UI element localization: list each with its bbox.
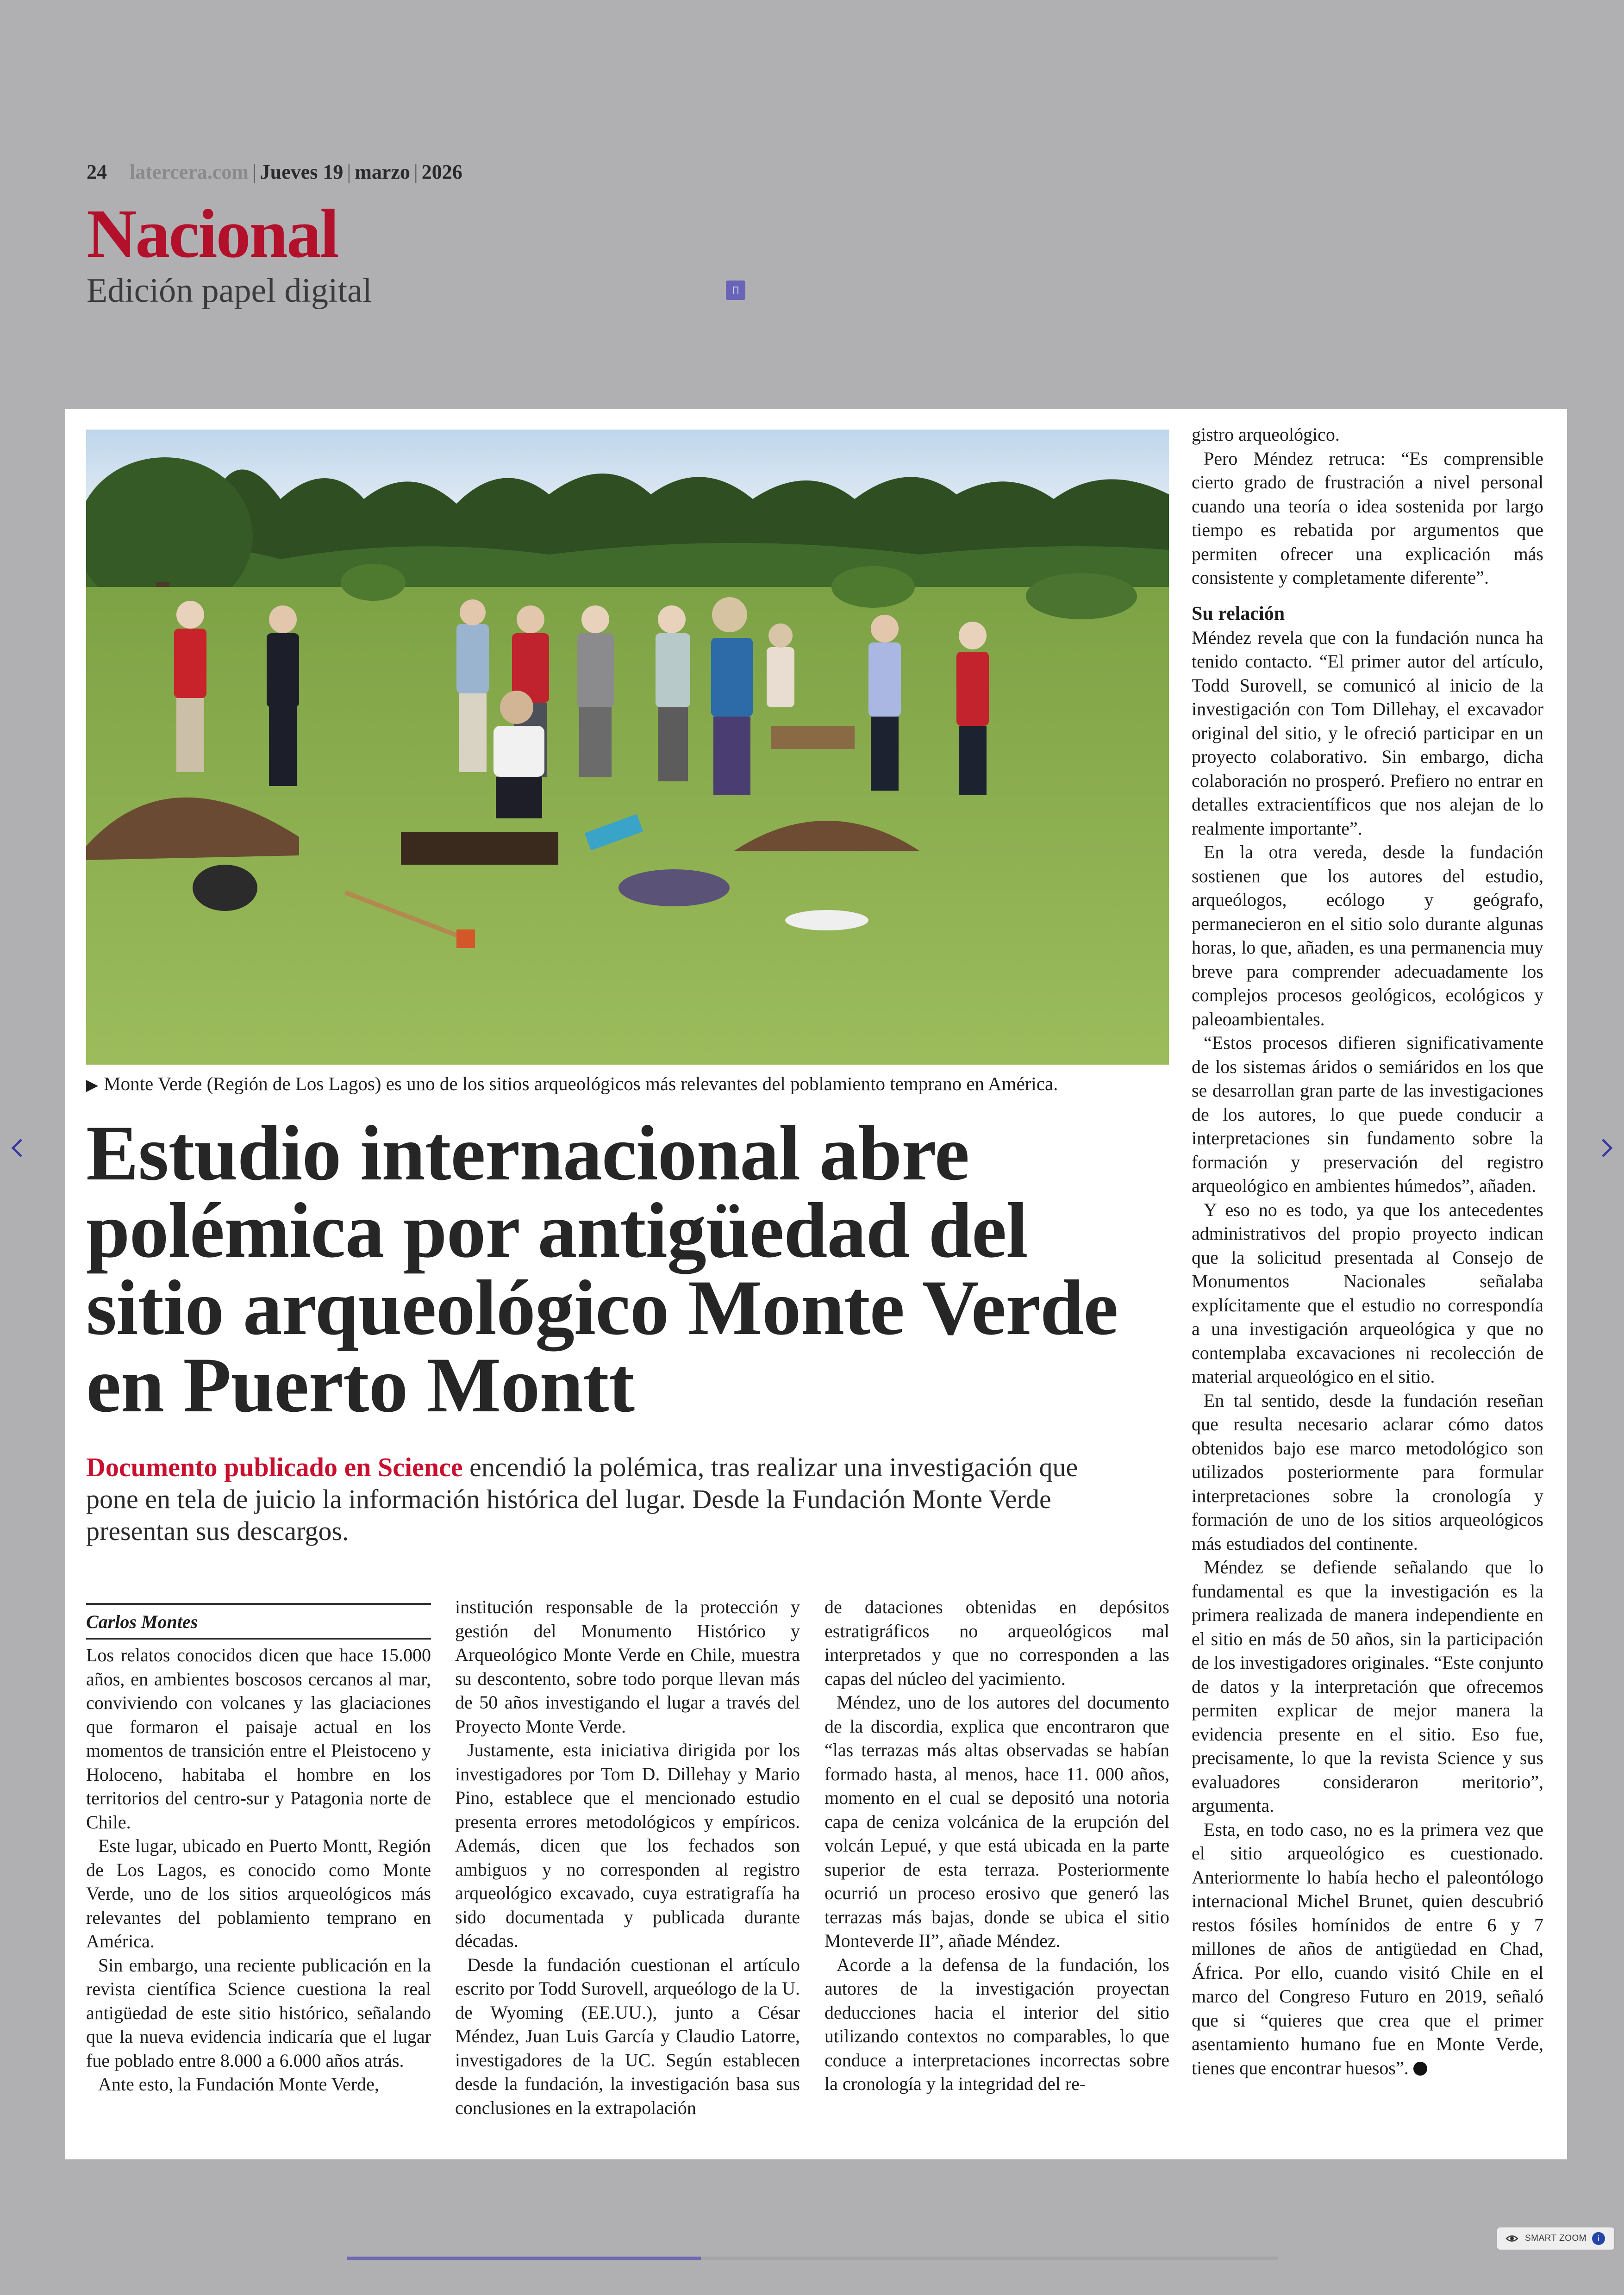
smart-zoom-label: SMART ZOOM [1525, 2233, 1587, 2243]
dek-rest: encendió la polémica, tras realizar una investigación que pone en tela de juicio la información histórica del lugar. Desde la Fundación Monte Verde presentan sus descargos. [86, 1452, 1078, 1546]
paragraph: “Estos procesos difieren significativamente de los sistemas áridos o semiáridos en los que se desarrollan gran parte de las investigaciones de los autores, lo que puede conducir a interpretaciones sin fundamento sobre la formación y preservación del registro arqueológico en ambientes húmedos”, añaden. [1192, 1032, 1543, 1196]
paragraph: En la otra vereda, desde la fundación sostienen que los autores del estudio, arqueólogos, ecólogo y geógrafo, permanecieron en el sitio solo durante algunas horas, lo que, añaden, es una permanencia muy breve para comprender adecuadamente los complejos procesos geológicos, ecológicos y paleoambientales. [1192, 842, 1543, 1029]
eye-icon [1505, 2233, 1518, 2244]
paragraph: Méndez revela que con la fundación nunca ha tenido contacto. “El primer autor del artículo, Todd Surovell, se comunicó al inicio de la investigación con Tom Dillehay, el excavador original del sitio, y le ofreció participar en un proyecto colaborativo. Sin embargo, dicha colaboración no prosperó. Prefiero no entrar en detalles extracientíficos que nos alejan de lo realmente importante”. [1192, 627, 1543, 839]
caption-text: Monte Verde (Región de Los Lagos) es uno de los sitios arqueológicos más relevantes del poblamiento temprano en América. [104, 1073, 1058, 1094]
date-year: 2026 [421, 161, 462, 183]
paragraph: En tal sentido, desde la fundación reseñan que resulta necesario aclarar cómo datos obtenidos bajo ese marco metodológico son utilizados posteriormente para formular interpretaciones sobre la cronología y formación de uno de los sitios arqueológicos más estudiados del continente. [1192, 1390, 1543, 1554]
byline: Carlos Montes [86, 1603, 431, 1640]
date-day: Jueves 19 [260, 161, 344, 183]
section-title: Nacional [87, 195, 338, 272]
article-dek [86, 1451, 1105, 1547]
page-number: 24 [87, 161, 107, 183]
paragraph-text: Esta, en todo caso, no es la primera vez que el sitio arqueológico es cuestionado. Anteriormente lo había hecho el paleontólogo internacional Michel Brunet, quien descubrió restos fósiles homínidos de entre 6 y 7 millones de años de antigüedad en Chad, África. Por ello, cuando visitó Chile en el marco del Congreso Futuro en 2019, señaló que si “quieres que crea que el primer asentamiento humano fue en Monte Verde, tienes que encontrar huesos”. [1192, 1819, 1543, 2078]
paragraph: Acorde a la defensa de la fundación, los autores de la investigación proyectan deducciones hacia el interior del sitio utilizando contextos no comparables, lo que conduce a interpretaciones incorrectas sobre la cronología y la integridad del re- [824, 1954, 1169, 2094]
paragraph: Y eso no es todo, ya que los antecedentes administrativos del propio proyecto indican que la solicitud presentada al Consejo de Monumentos Nacionales señalaba explícitamente que el estudio no correspondía a una investigación arqueológica y que no contemplaba excavaciones ni recolección de material arqueológico en el sitio. [1192, 1199, 1543, 1387]
paragraph: Los relatos conocidos dicen que hace 15.000 años, en ambientes boscosos cercanos al mar, conviviendo con volcanes y las glaciaciones que formaron el paisaje actual en los momentos de transición entre el Pleistoceno y Holoceno, habitaba el hombre en los territorios del centro-sur y Patagonia norte de Chile. [86, 1645, 431, 1833]
paragraph: Pero Méndez retruca: “Es comprensible cierto grado de frustración a nivel personal cuando una teoría o idea sostenida por largo tiempo es rebatida por argumentos que permiten ofrecer una explicación más consistente y completamente diferente”. [1192, 448, 1543, 588]
column-1 [86, 1643, 431, 2096]
article-photo [86, 430, 1169, 1065]
smart-zoom-button[interactable] [1497, 2227, 1614, 2250]
progress-fill [347, 2257, 701, 2260]
archaeology-site-photo [86, 430, 1169, 1065]
bookmark-icon[interactable] [726, 281, 745, 300]
info-badge-icon: i [1592, 2232, 1605, 2245]
next-page-button[interactable] [1593, 1129, 1620, 1166]
column-3 [824, 1595, 1169, 2096]
column-2 [455, 1595, 800, 2120]
paragraph: institución responsable de la protección y gestión del Monumento Histórico y Arqueológico Monte Verde en Chile, muestra su descontento, sobre todo porque llevan más de 50 años investigando el lugar a través del Proyecto Monte Verde. [455, 1597, 800, 1737]
edition-subtitle: Edición papel digital [87, 272, 372, 310]
column-4 [1192, 423, 1543, 2080]
paragraph: Méndez, uno de los autores del documento de la discordia, explica que encontraron que “las terrazas más altas observadas se habían formado hasta, al menos, hace 11. 000 años, momento en el cual se depositó una notoria capa de ceniza volcánica de la erupción del volcán Lepué, y que está ubicada en la parte superior de esta terraza. Posteriormente ocurrió un proceso erosivo que generó las terrazas más bajas, donde se ubica el sitio Monteverde II”, añade Méndez. [824, 1692, 1169, 1951]
chevron-right-icon [1593, 1129, 1620, 1166]
chevron-left-icon [4, 1129, 31, 1166]
paragraph: Ante esto, la Fundación Monte Verde, [98, 2074, 379, 2095]
article-headline: Estudio internacional abre polémica por antigüedad del sitio arqueológico Monte Verde en Puerto Montt [86, 1110, 1118, 1428]
paragraph: Desde la fundación cuestionan el artículo escrito por Todd Surovell, arqueólogo de la U. de Wyoming (EE.UU.), junto a César Méndez, Juan Luis García y Claudio Latorre, investigadores de la UC. Según establecen desde la fundación, la investigación basa sus conclusiones en la extrapolación [455, 1954, 800, 2118]
paragraph: Justamente, esta iniciativa dirigida por los investigadores por Tom D. Dillehay y Mario Pino, establece que el mencionado estudio presenta errores metodológicos y empíricos. Además, dicen que los fechados son ambiguos y no corresponden al registro arqueológico excavado, cuya estratigrafía ha sido documentada y publicada durante décadas. [455, 1740, 800, 1951]
closing-paragraph [1192, 1818, 1543, 2080]
paragraph: Este lugar, ubicado en Puerto Montt, Región de Los Lagos, es conocido como Monte Verde, uno de los sitios arqueológicos más relevantes del poblamiento temprano en América. [86, 1835, 431, 1952]
photo-caption [86, 1072, 1169, 1098]
newspaper-page [65, 409, 1567, 2159]
dateline: 24 latercera.com | Jueves 19 | marzo | 2026 [87, 161, 462, 183]
paragraph: Sin embargo, una reciente publicación en la revista científica Science cuestiona la real antigüedad de este sitio histórico, señalando que la nueva evidencia indicaría que el lugar fue poblado entre 8.000 a 6.000 años atrás. [86, 1954, 431, 2071]
dek-lead: Documento publicado en Science [86, 1452, 463, 1482]
end-mark-icon [1413, 2062, 1427, 2076]
paragraph: de dataciones obtenidas en depósitos estratigráficos no arqueológicos mal interpretados y que no corresponden a las capas del núcleo del yacimiento. [824, 1597, 1169, 1689]
paragraph: gistro arqueológico. [1192, 424, 1340, 445]
caption-triangle-icon: ▶ [86, 1077, 99, 1094]
page-progress-bar[interactable] [347, 2257, 1278, 2260]
paragraph: Méndez se defiende señalando que lo fundamental es que la investigación es la primera realizada de manera independiente en el sitio en más de 50 años, sin la participación de los investigadores originales. “Este conjunto de datos y la interpretación que ofrecemos permiten explicar de mejor manera la evidencia presente en el sitio. Eso fue, precisamente, lo que la revista Science y sus evaluadores consideraron meritorio”, argumenta. [1192, 1557, 1543, 1816]
date-month: marzo [355, 161, 410, 183]
subheading: Su relación [1192, 603, 1285, 624]
site-name: latercera.com [130, 161, 249, 183]
prev-page-button[interactable] [4, 1129, 31, 1166]
